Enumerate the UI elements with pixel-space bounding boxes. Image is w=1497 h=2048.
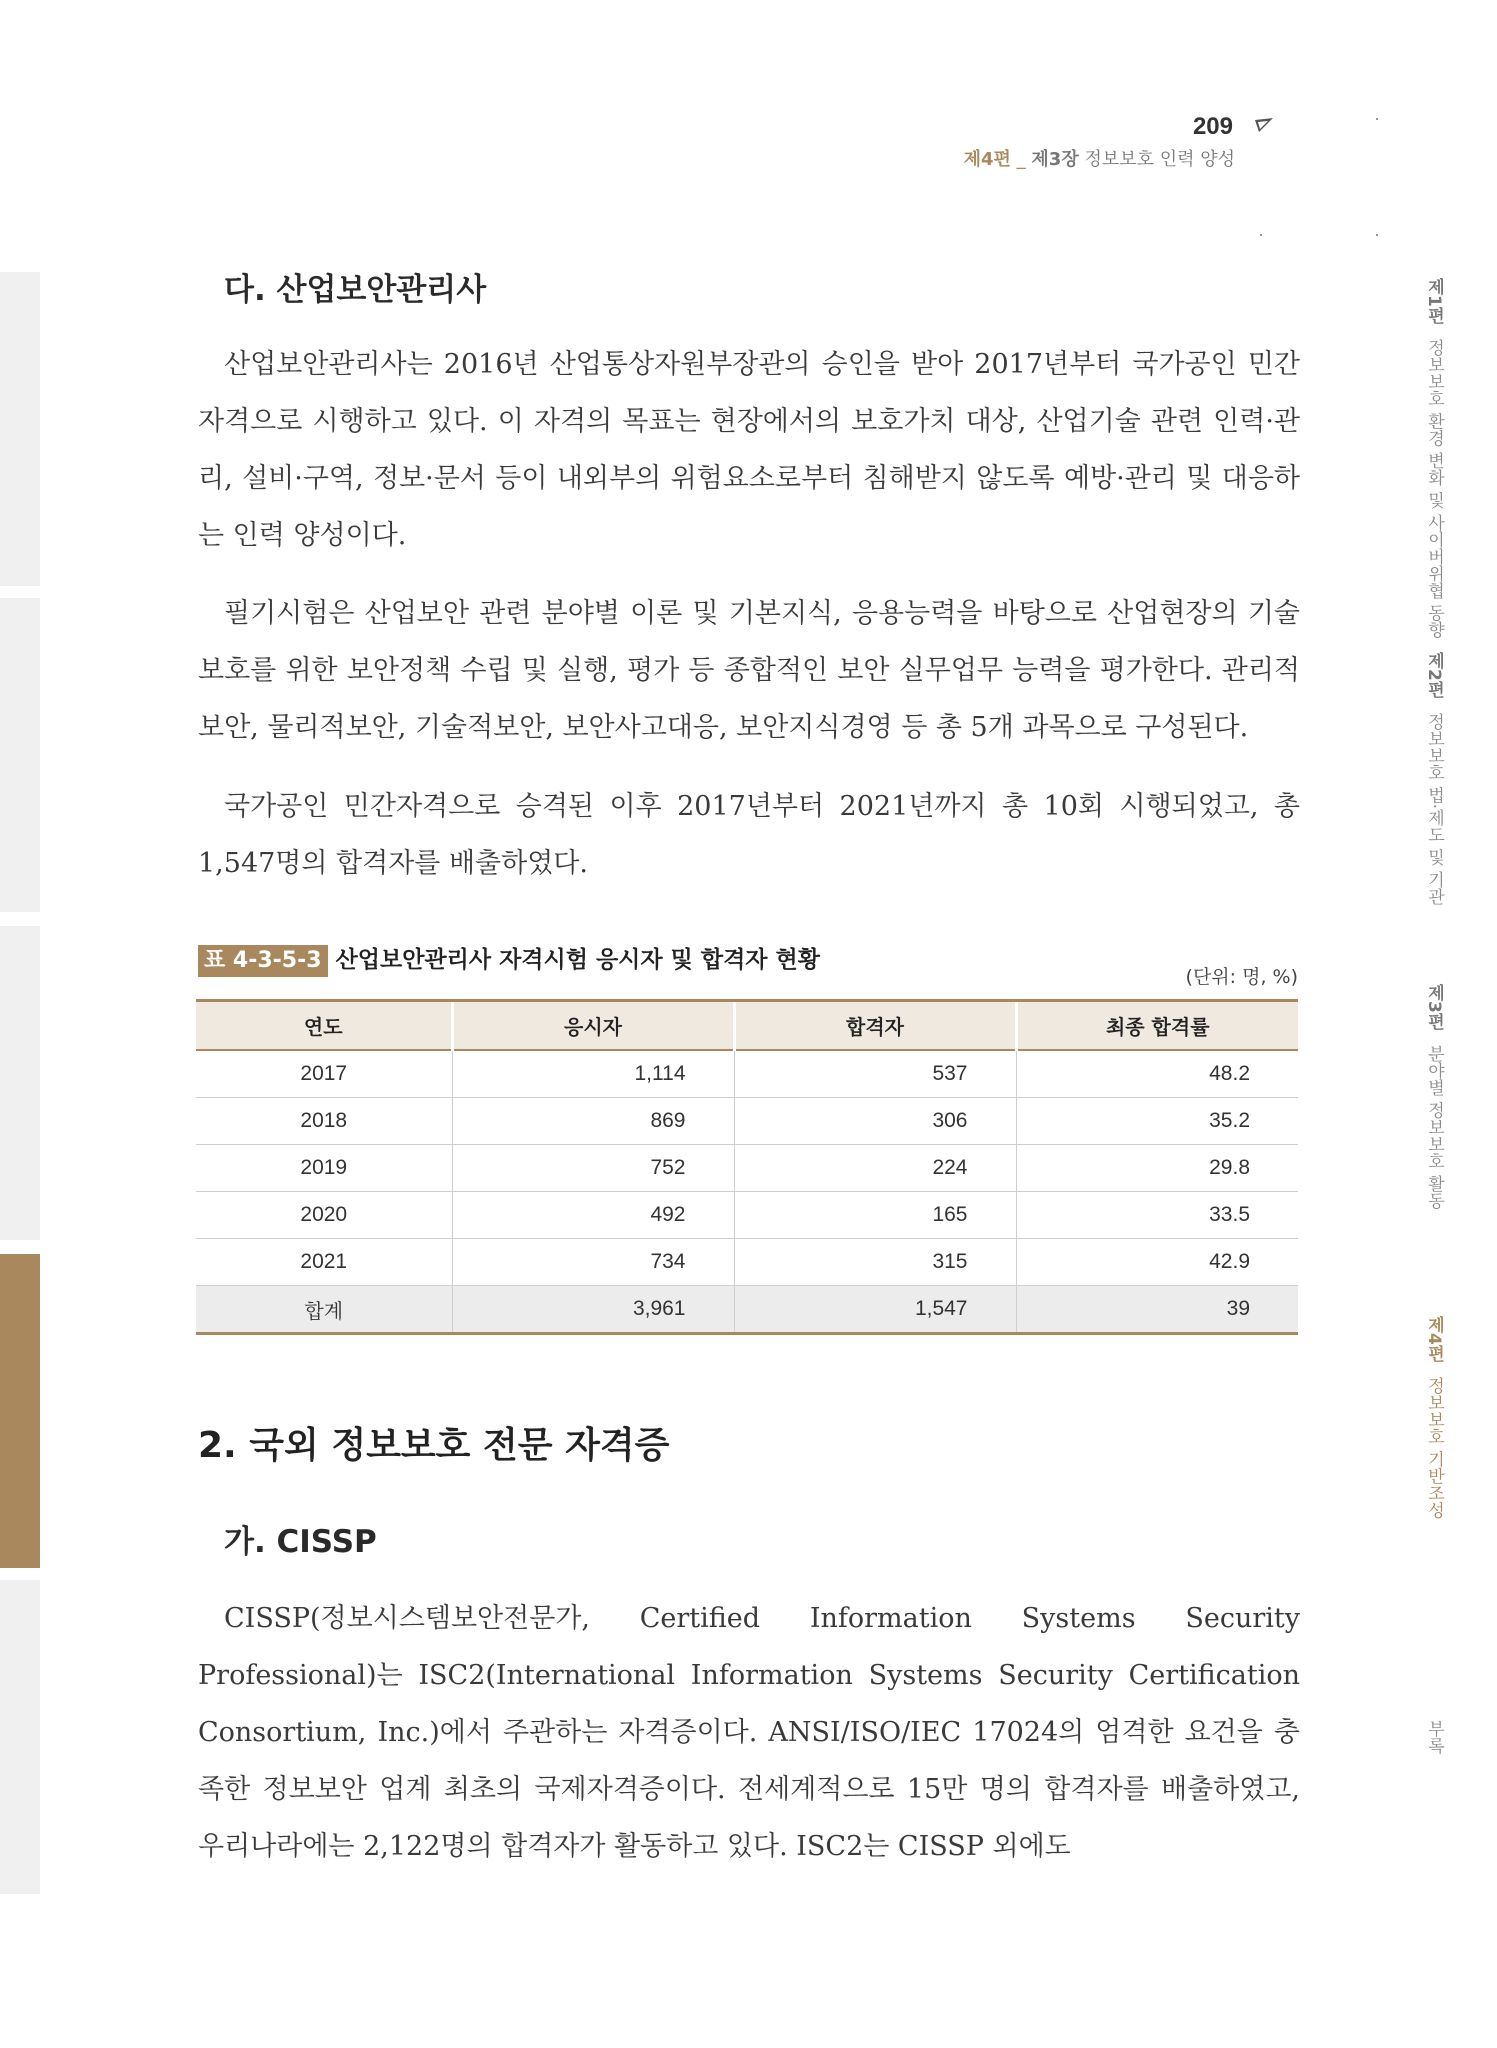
header-chapter: 제3장	[1031, 149, 1079, 170]
side-tab-part4[interactable]	[0, 1254, 40, 1568]
cell-total-applicants: 3,961	[452, 1286, 734, 1334]
table-row	[196, 1192, 1298, 1239]
cell-passers: 306	[734, 1098, 1016, 1145]
section-heading: 2. 국외 정보보호 전문 자격증	[198, 1425, 670, 1466]
cell-year: 2020	[196, 1192, 452, 1239]
cell-passers: 315	[734, 1239, 1016, 1286]
cell-year: 2018	[196, 1098, 452, 1145]
table-header-row	[196, 1001, 1298, 1051]
cell-total-label: 합계	[196, 1286, 452, 1334]
subsection-heading: 가. CISSP	[224, 1524, 377, 1560]
cell-pass-rate: 29.8	[1016, 1145, 1298, 1192]
table-row	[196, 1145, 1298, 1192]
table-row	[196, 1098, 1298, 1145]
side-tab-title: 분야별 정보보호 활동	[1424, 1045, 1444, 1210]
cell-pass-rate: 33.5	[1016, 1192, 1298, 1239]
body-paragraph: 산업보안관리사는 2016년 산업통상자원부장관의 승인을 받아 2017년부터 국가공인 민간자격으로 시행하고 있다. 이 자격의 목표는 현장에서의 보호가치 대상, 산업기술 관련 인력·관리, 설비·구역, 정보·문서 등이 내외부의 위험요소로부터 침해받지 않도록 예방·관리 및 대응하는 인력 양성이다.	[198, 349, 1300, 551]
cell-pass-rate: 48.2	[1016, 1050, 1298, 1098]
cell-applicants: 869	[452, 1098, 734, 1145]
cell-passers: 224	[734, 1145, 1016, 1192]
side-tab-title: 정보보호 법·제도 및 기관	[1424, 713, 1444, 905]
side-tab-label	[1419, 652, 1449, 905]
column-header: 연도	[196, 1001, 452, 1051]
side-tab-label	[1419, 1720, 1449, 1754]
crop-dot	[1260, 234, 1262, 236]
table-row	[196, 1050, 1298, 1098]
cell-applicants: 734	[452, 1239, 734, 1286]
side-tab-label	[1419, 1316, 1449, 1519]
cell-pass-rate: 42.9	[1016, 1239, 1298, 1286]
page-corner-mark-icon	[1255, 118, 1273, 134]
table-title: 산업보안관리사 자격시험 응시자 및 합격자 현황	[335, 947, 820, 973]
side-tab-part1[interactable]	[0, 272, 40, 586]
side-tab-part2[interactable]	[0, 598, 40, 912]
subsection-heading: 다. 산업보안관리사	[224, 272, 487, 308]
table-row	[196, 1239, 1298, 1286]
body-paragraph: 필기시험은 산업보안 관련 분야별 이론 및 기본지식, 응용능력을 바탕으로 산업현장의 기술 보호를 위한 보안정책 수립 및 실행, 평가 등 종합적인 보안 실무업무 능력을 평가한다. 관리적 보안, 물리적보안, 기술적보안, 보안사고대응, 보안지식경영 등 총 5개 과목으로 구성된다.	[198, 598, 1300, 743]
cell-passers: 537	[734, 1050, 1016, 1098]
cell-pass-rate: 35.2	[1016, 1098, 1298, 1145]
cell-applicants: 752	[452, 1145, 734, 1192]
cell-applicants: 1,114	[452, 1050, 734, 1098]
side-tab-part3[interactable]	[0, 926, 40, 1240]
side-tab-appendix[interactable]	[0, 1580, 40, 1894]
body-paragraph: CISSP(정보시스템보안전문가, Certified Information Systems Security Professional)는 ISC2(International Information Systems Security Certification Consortium, Inc.)에서 주관하는 자격증이다. ANSI/ISO/IEC 17024의 엄격한 요건을 충족한 정보보안 업계 최초의 국제자격증이다. 전세계적으로 15만 명의 합격자를 배출하였고, 우리나라에는 2,122명의 합격자가 활동하고 있다. ISC2는 CISSP 외에도	[198, 1603, 1300, 1862]
header-separator: _	[1016, 149, 1026, 170]
cell-total-passers: 1,547	[734, 1286, 1016, 1334]
cell-total-pass-rate: 39	[1016, 1286, 1298, 1334]
side-tab-title: 정보보호 환경 변화 및 사이버위협 동향	[1424, 339, 1444, 639]
side-tab-label	[1419, 278, 1449, 638]
side-tab-part: 제2편	[1424, 652, 1444, 698]
table-number-badge: 표 4-3-5-3	[198, 945, 328, 977]
side-tab-label	[1419, 984, 1449, 1209]
table-total-row	[196, 1286, 1298, 1334]
cell-year: 2021	[196, 1239, 452, 1286]
side-tab-part: 제1편	[1424, 278, 1444, 324]
side-tab-part: 제4편	[1424, 1316, 1444, 1362]
column-header: 최종 합격률	[1016, 1001, 1298, 1051]
crop-dot	[1376, 234, 1378, 236]
table-unit: (단위: 명, %)	[1185, 966, 1298, 988]
body-paragraph: 국가공인 민간자격으로 승격된 이후 2017년부터 2021년까지 총 10회 시행되었고, 총 1,547명의 합격자를 배출하였다.	[198, 791, 1300, 879]
crop-dot	[1376, 118, 1378, 120]
cell-applicants: 492	[452, 1192, 734, 1239]
side-tab-part: 제3편	[1424, 984, 1444, 1030]
column-header: 응시자	[452, 1001, 734, 1051]
side-tab-title: 부록	[1424, 1720, 1444, 1754]
statistics-table	[196, 999, 1298, 1335]
table-caption	[198, 944, 820, 977]
cell-year: 2019	[196, 1145, 452, 1192]
running-header	[964, 148, 1235, 172]
cell-passers: 165	[734, 1192, 1016, 1239]
side-tab-title: 정보보호 기반조성	[1424, 1377, 1444, 1519]
page-number: 209	[1192, 113, 1233, 140]
header-chapter-title: 정보보호 인력 양성	[1084, 149, 1235, 170]
column-header: 합격자	[734, 1001, 1016, 1051]
cell-year: 2017	[196, 1050, 452, 1098]
header-part: 제4편	[963, 149, 1011, 170]
